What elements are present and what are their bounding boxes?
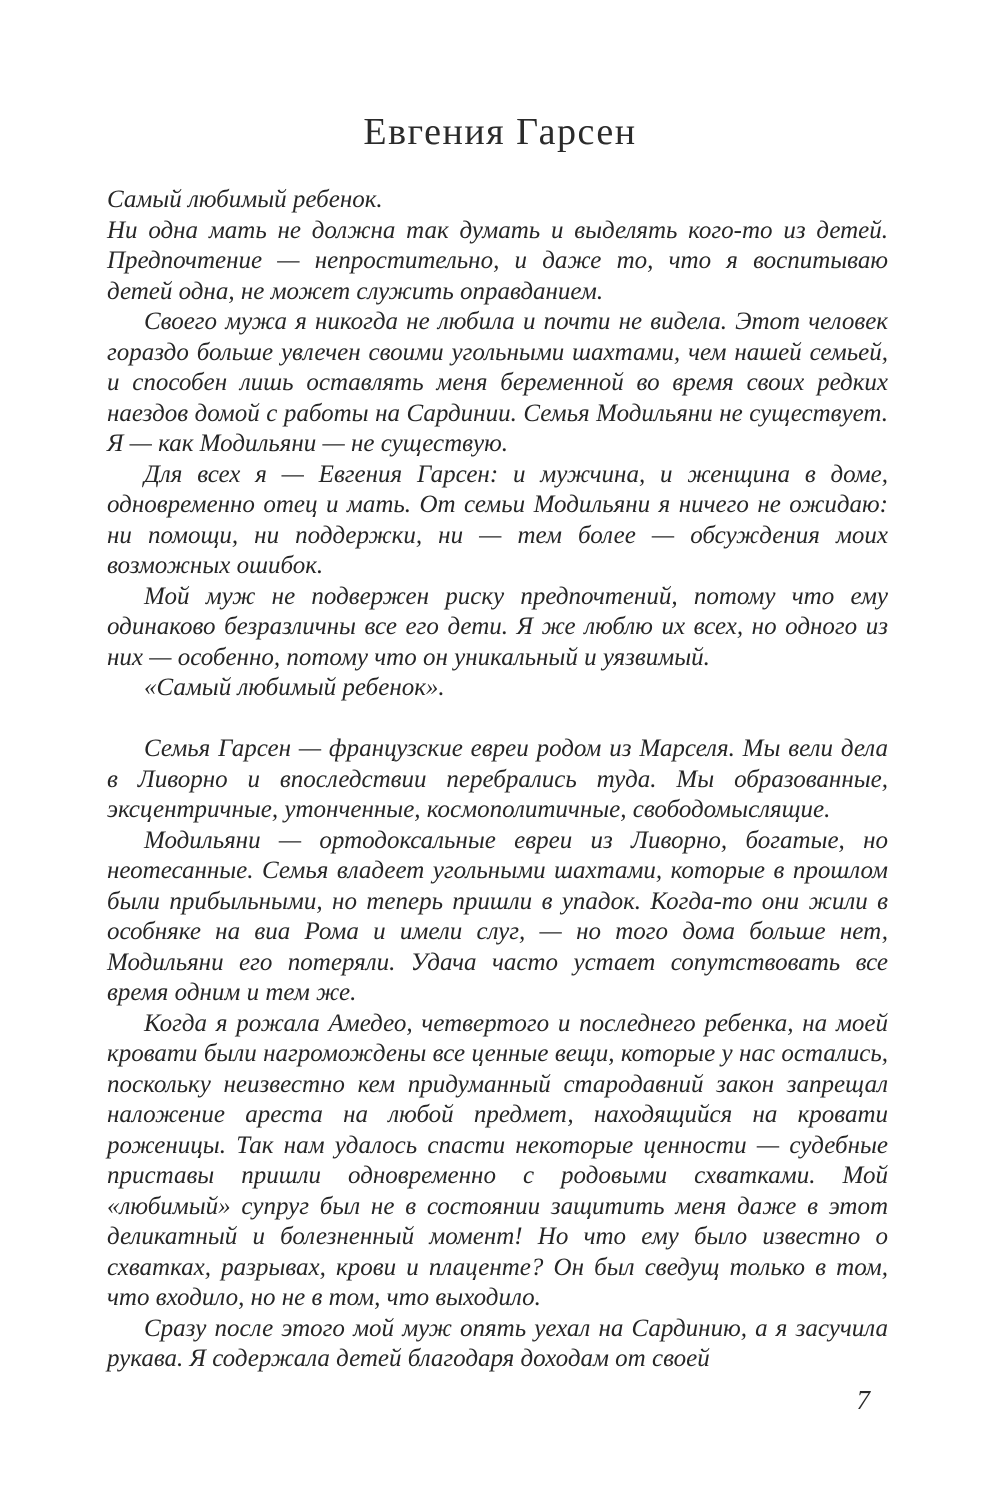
body-paragraph: Для всех я — Евгения Гарсен: и мужчина, и женщина в доме, одновременно отец и мать. От семьи Модильяни я ничего не ожидаю: ни помощи, ни поддержки, ни — тем более — обсуждения моих возможных ошибок. (107, 460, 888, 579)
body-paragraph: «Самый любимый ребенок». (144, 674, 445, 701)
body-paragraph: Семья Гарсен — французские евреи родом из Марселя. Мы вели дела в Ливорно и впоследствии перебрались туда. Мы образованные, эксцентричные, утонченные, космополитичные, свободомыслящие. (107, 735, 888, 823)
body-paragraph: Сразу после этого мой муж опять уехал на Сардинию, а я засучила рукава. Я содержала детей благодаря доходам от своей (107, 1314, 888, 1372)
body-paragraph: Мой муж не подвержен риску предпочтений, потому что ему одинаково безразличны все его дети. Я же люблю их всех, но одного из них — особенно, потому что он уникальный и уязвимый. (107, 582, 888, 671)
chapter-title: Евгения Гарсен (363, 111, 637, 153)
page-number: 7 (856, 1385, 870, 1415)
epigraph-paragraph: Ни одна мать не должна так думать и выделять кого-то из детей. Предпочтение — непростительно, и даже то, что я воспитываю детей одна, не может служить оправданием. (107, 216, 888, 305)
body-text (107, 185, 888, 1375)
body-paragraph: Когда я рожала Амедео, четвертого и последнего ребенка, на моей кровати были нагромождены все ценные вещи, которые у нас остались, поскольку неизвестно кем придуманный стародавний закон запрещал наложение ареста на любой предмет, находящийся на кровати роженицы. Так нам удалось спасти некоторые ценности — судебные приставы пришли одновременно с родовыми схватками. Мой «любимый» супруг был не в состоянии защитить меня даже в этот деликатный и болезненный момент! Но что ему было известно о схватках, разрывах, крови и плаценте? Он был сведущ только в том, что входило, но не в том, что выходило. (107, 1009, 888, 1311)
body-paragraph: Своего мужа я никогда не любила и почти не видела. Этот человек гораздо больше увлечен своими угольными шахтами, чем нашей семьей, и способен лишь оставлять меня беременной во время своих редких наездов домой с работы на Сардинии. Семья Модильяни не существует. Я — как Модильяни — не существую. (107, 308, 888, 457)
body-paragraph: Модильяни — ортодоксальные евреи из Ливорно, богатые, но неотесанные. Семья владеет угольными шахтами, которые в прошлом были прибыльными, но теперь пришли в упадок. Когда-то они жили в особняке на виа Рома и имели слуг, — но того дома больше нет, Модильяни его потеряли. Удача часто устает сопутствовать все время одним и тем же. (107, 826, 888, 1006)
epigraph-paragraph: Самый любимый ребенок. (107, 186, 383, 213)
